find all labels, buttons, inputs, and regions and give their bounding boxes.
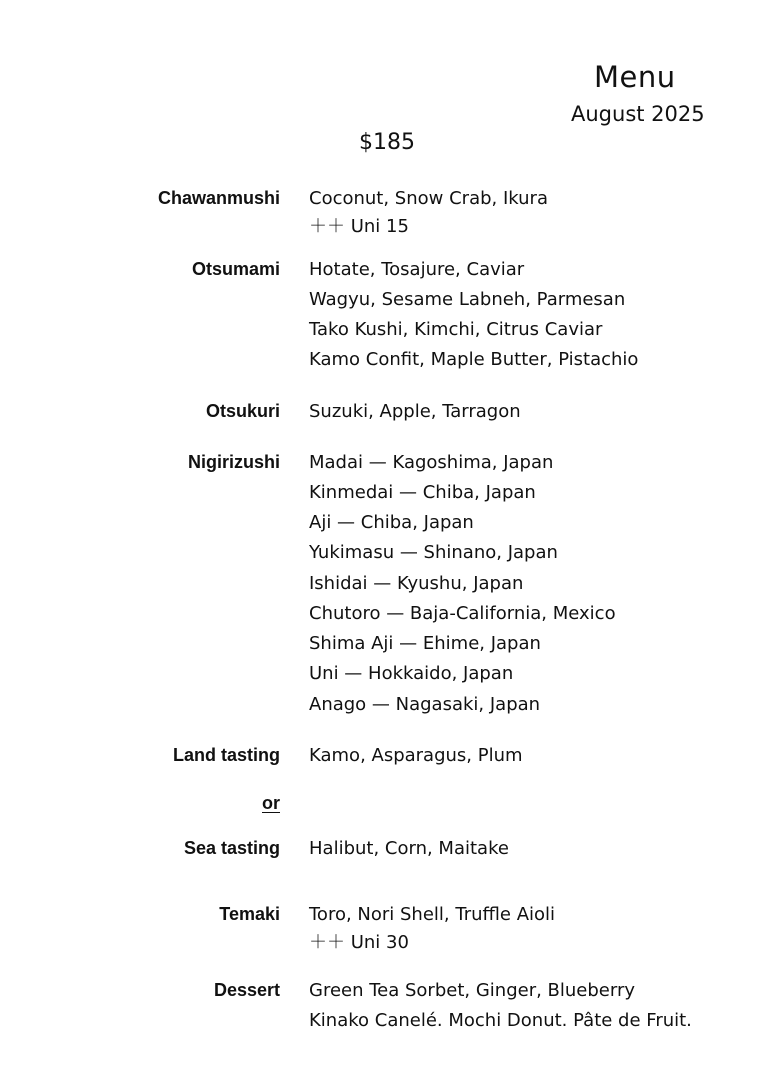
section-label-temaki: Temaki: [219, 904, 280, 924]
menu-item: Uni — Hokkaido, Japan: [309, 663, 514, 684]
menu-item-addon: ＋＋ Uni 30: [309, 932, 409, 953]
menu-item: Wagyu, Sesame Labneh, Parmesan: [309, 289, 626, 310]
menu-item-addon: ＋＋ Uni 15: [309, 216, 409, 237]
menu-item: Suzuki, Apple, Tarragon: [309, 401, 521, 422]
section-label-dessert: Dessert: [213, 980, 280, 1000]
menu-item: Anago — Nagasaki, Japan: [309, 694, 541, 715]
menu-item: Aji — Chiba, Japan: [309, 512, 474, 533]
menu-item: Coconut, Snow Crab, Ikura: [309, 188, 548, 209]
or-divider-label: or: [262, 793, 280, 813]
menu-item: Madai — Kagoshima, Japan: [309, 452, 554, 473]
section-label-land-tasting: Land tasting: [173, 745, 280, 765]
menu-item: Kamo Confit, Maple Butter, Pistachio: [309, 349, 639, 370]
menu-item: Green Tea Sorbet, Ginger, Blueberry: [309, 980, 636, 1001]
menu-item: Chutoro — Baja-California, Mexico: [309, 603, 616, 624]
section-label-sea-tasting: Sea tasting: [183, 838, 280, 858]
menu-price: $185: [359, 130, 415, 155]
section-label-otsukuri: Otsukuri: [205, 401, 280, 421]
menu-item: Ishidai — Kyushu, Japan: [309, 573, 524, 594]
menu-item: Hotate, Tosajure, Caviar: [309, 259, 525, 280]
section-label-otsumami: Otsumami: [191, 259, 280, 279]
menu-item: Halibut, Corn, Maitake: [309, 838, 509, 859]
menu-item: Toro, Nori Shell, Truffle Aioli: [309, 904, 556, 925]
menu-item: Tako Kushi, Kimchi, Citrus Caviar: [309, 319, 603, 340]
section-label-chawanmushi: Chawanmushi: [157, 188, 280, 208]
menu-item: Shima Aji — Ehime, Japan: [309, 633, 541, 654]
menu-item: Kinmedai — Chiba, Japan: [309, 482, 536, 503]
menu-date: August 2025: [571, 102, 705, 126]
menu-item: Kamo, Asparagus, Plum: [309, 745, 523, 766]
menu-title: Menu: [594, 60, 676, 94]
menu-item: Yukimasu — Shinano, Japan: [309, 542, 558, 563]
section-label-nigirizushi: Nigirizushi: [187, 452, 280, 472]
menu-item: Kinako Canelé. Mochi Donut. Pâte de Fruit.: [309, 1010, 692, 1031]
